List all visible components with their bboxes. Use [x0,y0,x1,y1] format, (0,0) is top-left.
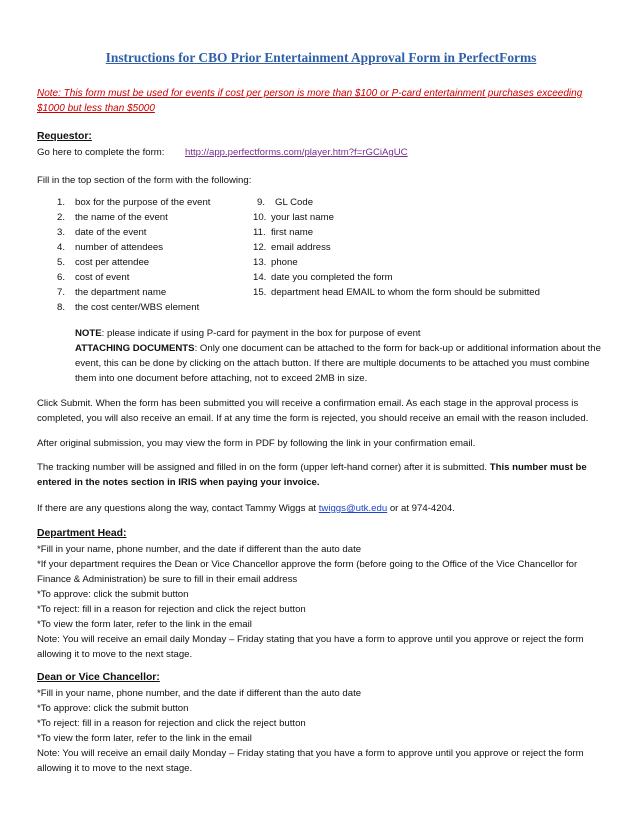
list-item: 8. the cost center/WBS element [57,302,200,313]
instruction-line: Note: You will receive an email daily Monday – Friday stating that you have a form to approve until you approve or reject the form allowing it to move to the next stage. [37,634,584,660]
dean-heading: Dean or Vice Chancellor: [37,672,160,683]
list-item: 1. box for the purpose of the event [57,197,211,208]
instruction-line: *To reject: fill in a reason for rejection and click the reject button [37,718,306,729]
list-item: 4. number of attendees [57,242,164,253]
pcard-note: NOTE: please indicate if using P-card for payment in the box for purpose of event [75,328,421,339]
list-item: 15. department head EMAIL to whom the form should be submitted [253,287,540,298]
attaching-documents-note: ATTACHING DOCUMENTS: Only one document can be attached to the form for back-up or additional information about the event, this can be done by clicking on the attach button. If there are multiple documents to be attached you must combine them into one document before attaching, not to exceed 2MB in size. [75,343,601,384]
list-item: 2. the name of the event [57,212,168,223]
usage-note: Note: This form must be used for events if cost per person is more than $100 or P-card entertainment purchases exceeding $1000 but less than $5000 [37,88,583,114]
form-url-link[interactable]: http://app.perfectforms.com/player.htm?f=rGCiAgUC [185,147,408,158]
instruction-line: Note: You will receive an email daily Monday – Friday stating that you have a form to approve until you approve or reject the form allowing it to move to the next stage. [37,748,584,774]
list-item: 3. date of the event [57,227,147,238]
submit-paragraph: Click Submit. When the form has been submitted you will receive a confirmation email. As each stage in the approval process is completed, you will also receive an email. If at any time the form is rejected, you should receive an email with the reason included. [37,398,589,424]
contact-email-link[interactable]: twiggs@utk.edu [318,503,388,514]
page-title: Instructions for CBO Prior Entertainment Approval Form in PerfectForms [105,50,537,65]
list-item: 14. date you completed the form [253,272,393,283]
goto-text: Go here to complete the form: [37,147,165,158]
list-item: 9. GL Code [257,197,314,208]
list-item: 12. email address [253,242,331,253]
instruction-line: *Fill in your name, phone number, and the date if different than the auto date [37,544,362,555]
instruction-line: *If your department requires the Dean or Vice Chancellor approve the form (before going to the Office of the Vice Chancellor for Finance & Administration) be sure to fill in their email address [37,559,578,585]
list-item: 13. phone [253,257,298,268]
instruction-line: *To approve: click the submit button [37,703,189,714]
list-item: 7. the department name [57,287,167,298]
list-item: 6. cost of event [57,272,130,283]
list-item: 11. first name [253,227,314,238]
pdf-paragraph: After original submission, you may view the form in PDF by following the link in your confirmation email. [37,438,476,449]
instruction-line: *To approve: click the submit button [37,589,189,600]
instruction-line: *To reject: fill in a reason for rejection and click the reject button [37,604,306,615]
instruction-line: *Fill in your name, phone number, and the date if different than the auto date [37,688,362,699]
instruction-line: *To view the form later, refer to the link in the email [37,619,252,630]
department-head-instructions [37,542,605,662]
questions-paragraph: If there are any questions along the way, contact Tammy Wiggs at twiggs@utk.edu or at 974-4204. [37,503,455,514]
goto-line [37,145,605,160]
list-item: 10. your last name [253,212,334,223]
requestor-heading: Requestor: [37,131,92,142]
dean-instructions [37,686,605,776]
fill-intro: Fill in the top section of the form with the following: [37,175,252,186]
department-head-heading: Department Head: [37,528,127,539]
tracking-paragraph: The tracking number will be assigned and filled in on the form (upper left-hand corner) after it is submitted. This number must be entered in the notes section in IRIS when paying your invoice. [37,462,587,488]
instruction-line: *To view the form later, refer to the link in the email [37,733,252,744]
list-item: 5. cost per attendee [57,257,150,268]
